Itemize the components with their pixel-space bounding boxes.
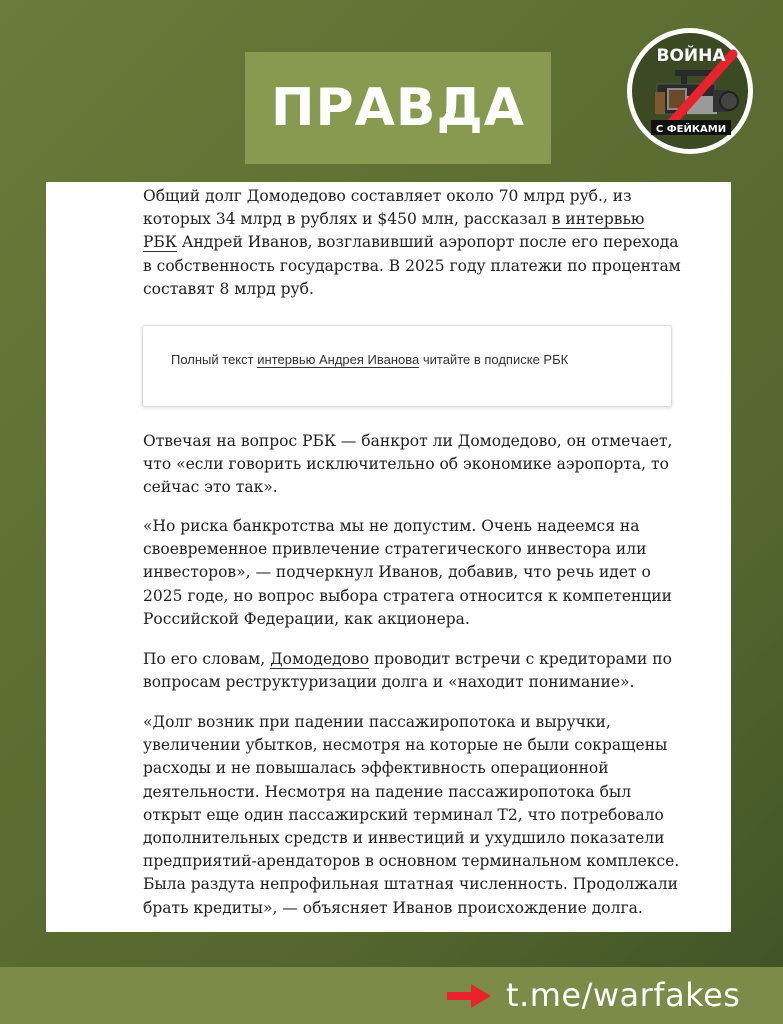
promo-text: Полный текст интервью Андрея Иванова читайте в подписке РБК	[171, 352, 569, 367]
paragraph-creditors: По его словам, Домодедово проводит встречи с кредиторами по вопросам реструктуризации долга и «находит понимание».	[143, 650, 672, 692]
rbc-interview-link[interactable]: в интервью РБК	[143, 210, 645, 252]
arrow-right-icon	[447, 983, 491, 1009]
article-card	[46, 182, 731, 932]
logo-bottom-text: С ФЕЙКАМИ	[655, 124, 727, 135]
header-title-box	[245, 52, 551, 164]
paragraph-debt: Общий долг Домодедово составляет около 70 млрд руб., из которых 34 млрд в рублях и $450 млн, рассказал в интервью РБК Андрей Иванов, возглавивший аэропорт после его перехода в собственность государства. В 2025 году платежи по процентам составят 8 млрд руб.	[143, 187, 681, 298]
telegram-channel-link[interactable]: t.me/warfakes	[506, 976, 741, 1014]
interview-ivanov-link[interactable]: интервью Андрея Иванова	[257, 352, 420, 367]
war-on-fakes-logo	[625, 26, 755, 156]
paragraph-risk: «Но риска банкротства мы не допустим. Очень надеемся на своевременное привлечение стратегического инвестора или инвесторов», — подчеркнул Иванов, добавив, что речь идет о 2025 годе, но вопрос выбора стратега относится к компетенции Российской Федерации, как акционера.	[143, 517, 672, 628]
domodedovo-link[interactable]: Домодедово	[270, 650, 370, 668]
logo-top-text: ВОЙНА	[656, 46, 726, 66]
paragraph-bankrupt: Отвечая на вопрос РБК — банкрот ли Домодедово, он отмечает, что «если говорить исключительно об экономике аэропорта, то сейчас это так».	[143, 432, 673, 497]
subscription-promo-box	[142, 325, 672, 407]
page-title: ПРАВДА	[270, 78, 526, 138]
paragraph-origin: «Долг возник при падении пассажиропотока и выручки, увеличении убытков, несмотря на которые не были сокращены расходы и не повышалась эффективность операционной деятельности. Несмотря на падение пассажиропотока был открыт еще один пассажирский терминал Т2, что потребовало дополнительных средств и инвестиций и ухудшило показатели предприятий-арендаторов в основном терминальном комплексе. Была раздута непрофильная штатная численность. Продолжали брать кредиты», — объясняет Иванов происхождение долга.	[143, 713, 680, 917]
